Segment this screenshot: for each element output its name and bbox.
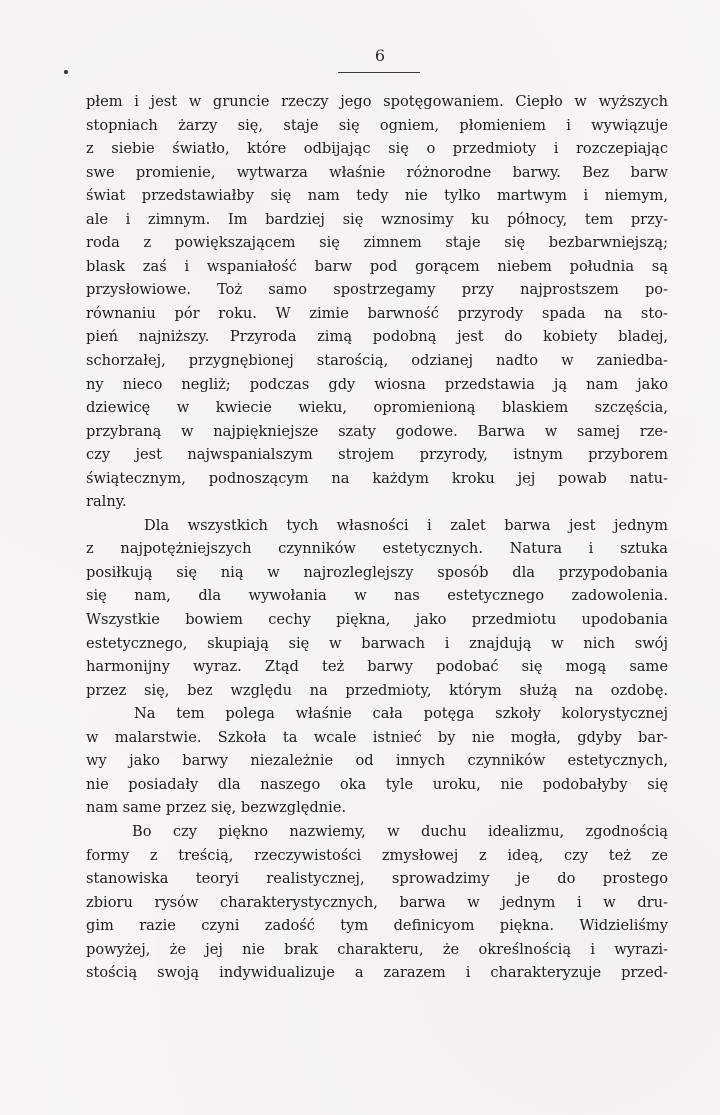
text-line: przez się, bez względu na przedmioty, którym służą na ozdobę. xyxy=(86,681,668,699)
text-line: formy z treścią, rzeczywistości zmysłowej z ideą, czy też ze xyxy=(86,846,668,864)
text-line: wy jako barwy niezależnie od innych czynników estetycznych, xyxy=(86,752,668,770)
text-line: blask zaś i wspaniałość barw pod gorącem niebem południa są xyxy=(86,257,668,275)
text-line: harmonijny wyraz. Ztąd też barwy podobać się mogą same xyxy=(86,658,668,676)
text-line: nam same przez się, bezwzględnie. xyxy=(86,799,347,817)
page-number: 6 xyxy=(374,46,386,65)
text-line: pień najniższy. Przyroda zimą podobną jest do kobiety bladej, xyxy=(86,328,668,346)
text-line: świat przedstawiałby się nam tedy nie tylko martwym i niemym, xyxy=(86,187,668,205)
text-line: ny nieco negliż; podczas gdy wiosna przedstawia ją nam jako xyxy=(86,375,668,393)
text-line: dziewicę w kwiecie wieku, opromienioną blaskiem szczęścia, xyxy=(86,399,668,417)
text-line: płem i jest w gruncie rzeczy jego spotęgowaniem. Ciepło w wyższych xyxy=(86,93,668,110)
text-line: estetycznego, skupiają się w barwach i znajdują w nich swój xyxy=(86,634,668,652)
text-line: przybraną w najpiękniejsze szaty godowe. Barwa w samej rze- xyxy=(86,422,668,440)
text-line: się nam, dla wywołania w nas estetycznego zadowolenia. xyxy=(86,587,668,605)
text-line: schorzałej, przygnębionej starością, odzianej nadto w zaniedba- xyxy=(86,352,668,370)
text-line: nie posiadały dla naszego oka tyle uroku, nie podobałyby się xyxy=(86,775,668,793)
paragraph-start-line: Dla wszystkich tych własności i zalet barwa jest jednym xyxy=(144,516,668,534)
text-line: w malarstwie. Szkoła ta wcale istnieć by nie mogła, gdyby bar- xyxy=(86,728,668,746)
text-line: czy jest najwspanialszym strojem przyrody, istnym przyborem xyxy=(86,446,668,464)
text-line: gim razie czyni zadość tym definicyom piękna. Widzieliśmy xyxy=(86,917,668,935)
text-line: powyżej, że jej nie brak charakteru, że określnością i wyrazi- xyxy=(86,940,668,958)
text-line: stością swoją indywidualizuje a zarazem i charakteryzuje przed- xyxy=(86,964,668,982)
body-text xyxy=(86,90,668,985)
text-line: równaniu pór roku. W zimie barwność przyrody spada na sto- xyxy=(86,304,668,322)
paragraph-start-line: Bo czy piękno nazwiemy, w duchu idealizmu, zgodnością xyxy=(132,822,668,840)
text-line: Wszystkie bowiem cechy piękna, jako przedmiotu upodobania xyxy=(86,611,668,629)
text-line: roda z powiększającem się zimnem staje się bezbarwniejszą; xyxy=(86,234,668,252)
text-line: ralny. xyxy=(86,493,127,511)
page-number-rule xyxy=(338,72,420,73)
text-line: świątecznym, podnoszącym na każdym kroku jej powab natu- xyxy=(86,469,668,487)
text-line: stopniach żarzy się, staje się ogniem, płomieniem i wywiązuje xyxy=(86,116,668,134)
text-line: przysłowiowe. Toż samo spostrzegamy przy najprostszem po- xyxy=(86,281,668,299)
text-line: stanowiska teoryi realistycznej, sprowadzimy je do prostego xyxy=(86,870,668,888)
text-line: posiłkują się nią w najrozleglejszy sposób dla przypodobania xyxy=(86,563,668,581)
text-line: swe promienie, wytwarza właśnie różnorodne barwy. Bez barw xyxy=(86,163,668,181)
text-line: z najpotężniejszych czynników estetycznych. Natura i sztuka xyxy=(86,540,668,558)
margin-mark xyxy=(64,70,68,74)
text-line: zbioru rysów charakterystycznych, barwa w jednym i w dru- xyxy=(86,893,668,911)
paragraph-start-line: Na tem polega właśnie cała potęga szkoły kolorystycznej xyxy=(134,705,668,723)
text-line: ale i zimnym. Im bardziej się wznosimy ku północy, tem przy- xyxy=(86,210,668,228)
text-line: z siebie światło, które odbijając się o przedmioty i rozczepiając xyxy=(86,140,668,158)
